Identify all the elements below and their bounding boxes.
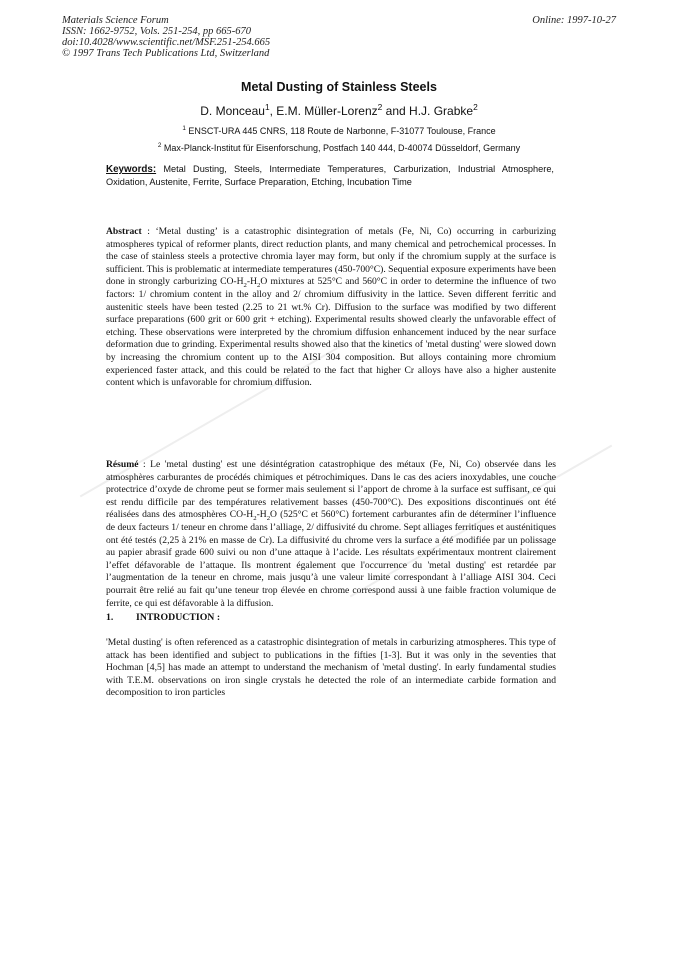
abstract-label: Abstract [106,226,142,237]
subscript: 2 [257,282,261,290]
author-name: H.J. Grabke [409,104,474,118]
issn-line: ISSN: 1662-9752, Vols. 251-254, pp 665-670 [62,26,251,37]
resume-text: -H [256,509,267,521]
subscript: 2 [253,515,257,523]
resume-text: : Le 'metal dusting' est une désintégration catastrophique des métaux (Fe, Ni, Co) observée dans les atmosphères carburantes de procédés chimiques et pétrochimiques. Dans le cas des aciers inoxydables, une couche protectrice d’oxyde de chrome peut se former mais seulement si l’apport de chrome à la surface est suffisant, ce qui est rendu difficile par des températures relativement basses (450-700°C). Des expositions discontinues ont été réalisées dans des atmosphères CO-H [106,459,556,521]
resume-text: O (525°C et 560°C) fortement carburantes afin de déterminer l’influence de deux facteurs 1/ teneur en chrome dans l’alliage, 2/ diffusivité du chrome. Sept alliages ferritiques et austénitiques ont été testés (2,25 à 21% en masse de Cr). La diffusivité du chrome vers la surface a été modifiée par un polissage au papier abrasif grade 600 suivi ou non d’une attaque à l’acide. Les résultats expérimentaux montrent clairement l’effet défavorable de l’attaque. Ils montrent également que l'occurrence du 'metal dusting' est retardée par l’augmentation de la teneur en chrome, mais jusqu’à une valeur limite correspondant à l’alliage AISI 304. Ceci pourrait être relié au fait qu’une teneur trop élevée en chrome correspond aussi à une faible fraction volumique de ferrite, ce qui est défavorable à la diffusion. [106,509,556,609]
online-date: Online: 1997-10-27 [532,15,616,26]
author-affiliation-mark: 2 [473,102,478,112]
journal-name: Materials Science Forum [62,15,169,26]
keywords-label: Keywords: [106,164,157,175]
abstract-text: : ‘Metal dusting’ is a catastrophic disintegration of metals (Fe, Ni, Co) occurring in carburizing atmospheres typical of reformer plants, direct reduction plants, and many chemical and petrochemical processes. In the case of stainless steels a protective chromia layer may form, but only if the chromium supply at the surface is sufficient. This is problematic at intermediate temperatures (450-700°C). Sequential exposure experiments have been done in strongly carburizing CO-H [106,226,556,288]
affiliation-2 [0,143,678,153]
paper-title: Metal Dusting of Stainless Steels [241,80,437,94]
subscript: 2 [266,515,271,523]
author-affiliation-mark: 2 [377,102,383,112]
abstract [106,226,556,390]
doi-link[interactable]: doi:10.4028/www.scientific.net/MSF.251-254.665 [62,37,271,48]
journal-header [62,15,270,59]
section-title: INTRODUCTION : [136,612,221,623]
affiliation-text: Max-Planck-Institut für Eisenforschung, Postfach 140 444, D-40074 Düsseldorf, Germany [163,143,521,153]
affiliation-mark: 1 [182,125,186,132]
author-name: E.M. Müller-Lorenz [276,104,378,118]
keywords-text: Metal Dusting, Steels, Intermediate Temperatures, Carburization, Industrial Atmosphere, Oxidation, Austenite, Ferrite, Surface Preparation, Etching, Incubation Time [106,164,554,187]
copyright-line: © 1997 Trans Tech Publications Ltd, Switzerland [62,48,270,59]
author-name: D. Monceau [200,104,265,118]
introduction-text: 'Metal dusting' is often referenced as a catastrophic disintegration of metals in carburizing atmospheres. This type of attack has been identified and subject to publications in the fifties [1-3]. But it was only in the seventies that Hochman [4,5] has made an attempt to understand the mechanism of 'metal dusting'. In early fundamental studies with T.E.M. observations on iron single crystals he detected the role of an intermediate carbide formation and decomposition to iron particles [106,637,556,699]
subscript: 2 [243,282,247,290]
section-number: 1. [106,612,114,623]
keywords [106,163,554,188]
author-affiliation-mark: 1 [264,102,270,112]
affiliation-1 [0,126,678,136]
affiliation-text: ENSCT-URA 445 CNRS, 118 Route de Narbonne, F-31077 Toulouse, France [188,126,496,136]
abstract-text: -H [246,276,258,288]
abstract-text: O mixtures at 525°C and 560°C in order to determine the influence of two factors: 1/ chromium content in the alloy and 2/ chromium diffusivity in the lattice. Seven different ferritic and austenitic steels have been tested (2.25 to 21 wt.% Cr). Diffusion to the surface was modified by two different surface preparations (600 grit or 600 grit + etching). Experimental results showed clearly the unfavorable effect of etching. These observations were interpreted by the chromium diffusion enhancement induced by the near surface deformation due to grinding. Experimental results showed also that the kinetics of 'metal dusting' were slowed down by increasing the chromium content up to the AISI 304 composition. But alloys containing more chromium experienced faster attack, and this could be related to the fact that higher Cr alloys have also a higher austenite content which is unfavorable for chromium diffusion. [106,276,556,389]
author-list: D. Monceau$^1$, E.M. Müller-Lorenz$^2$ and H.J. Grabke$^2$ [200,102,478,118]
section-heading [106,612,220,623]
affiliation-mark: 2 [157,142,162,149]
resume [106,459,556,610]
resume-label: Résumé [106,459,139,470]
